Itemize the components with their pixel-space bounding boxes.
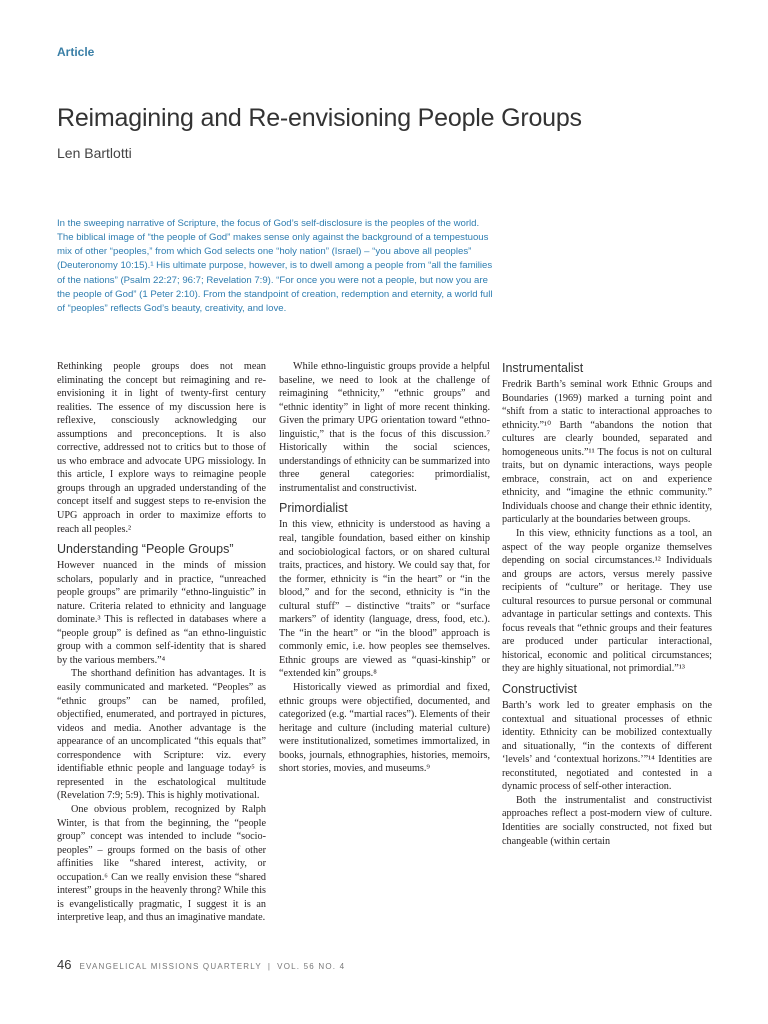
page-number: 46 <box>57 957 72 972</box>
article-author: Len Bartlotti <box>57 145 132 161</box>
body-column-2 <box>279 360 490 776</box>
paragraph-primordialist-2: Historically viewed as primordial and fixed, ethnic groups were objectified, documented, and categorized (e.g. “martial races”). Elements of their heritage and culture (including material culture) were institutionalized, sometimes immortalized, in books, journals, ethnographies, histories, memoirs, short stories, movies, and museums.⁹ <box>279 682 490 775</box>
body-column-1 <box>57 360 266 925</box>
body-column-3 <box>502 360 712 848</box>
page-footer <box>57 957 345 972</box>
paragraph-understanding-1: However nuanced in the minds of mission scholars, popularly and in practice, “unreached people groups” are primarily “ethno-linguistic” in nature. Criteria related to ethnicity and language dominate.³ This is reflected in databases where a “people group” is defined as “an ethno-linguistic group with a common self-identity that is shared by the various members.”⁴ <box>57 560 266 666</box>
heading-primordialist: Primordialist <box>279 501 348 516</box>
paragraph-understanding-4: While ethno-linguistic groups provide a helpful baseline, we need to look at the challenge of reimagining “ethnicity,” “ethnic groups” and “ethnic identity” in light of more recent thinking. Given the primary UPG orientation toward “ethno-linguistic,” that is the focus of this discussion.⁷ Historically within the social sciences, understandings of ethnicity can be summarized into three general categories: primordialist, instrumentalist and constructivist. <box>279 361 490 494</box>
paragraph-constructivist-2: Both the instrumentalist and constructivist approaches reflect a post-modern view of culture. Identities are socially constructed, not fixed but changeable (within certain <box>502 794 712 847</box>
journal-name: EVANGELICAL MISSIONS QUARTERLY <box>79 962 262 971</box>
heading-instrumentalist: Instrumentalist <box>502 361 584 375</box>
article-kicker: Article <box>57 45 95 59</box>
article-abstract: In the sweeping narrative of Scripture, the focus of God’s self-disclosure is the peoples of the world. The biblical image of “the people of God” makes sense only against the background of a tempestuous mix of other “peoples,” from which God selects one “holy nation” (Israel) – “you above all peoples” (Deuteronomy 10:15).¹ His ultimate purpose, however, is to dwell among a people from “all the families of the nations” (Psalm 22:27; 96:7; Revelation 7:9). “For once you were not a people, but now you are the people of God” (1 Peter 2:10). From the standpoint of creation, redemption and eternity, a world full of “peoples” reflects God’s beauty, creativity, and love. <box>57 218 493 314</box>
paragraph-instrumentalist-1: Fredrik Barth’s seminal work Ethnic Groups and Boundaries (1969) marked a turning point and “shift from a static to interactional approaches to ethnicity.”¹⁰ Barth “abandons the notion that cultures are clearly bounded, separated and homogeneous units.”¹¹ The focus is not on cultural traits, but on dynamic interactions, ways people embrace, constrain, act on and experience ethnicity, and “imagine the ethnic community.” Individuals choose and change their ethnic identity, particularly at the boundaries between groups. <box>502 379 712 526</box>
paragraph-primordialist-1: In this view, ethnicity is understood as having a real, tangible foundation, based either on kinship and sociobiological factors, or on shared cultural traits, practices, and history. We could say that, for the former, ethnicity is “in the heart” or “in the blood,” and for the second, ethnicity is “in the cultural stuff” – distinctive “traits” or “surface markers” of identity (language, dress, food, etc.). The “in the heart” or “in the blood” approach is commonly emic, i.e. how peoples see themselves. Ethnic groups are viewed as “quasi-kinship” or “extended kin” groups.⁸ <box>279 519 490 680</box>
footer-separator: | <box>267 962 272 971</box>
paragraph-constructivist-1: Barth’s work led to greater emphasis on the contextual and situational processes of ethnic identity. Ethnicity can be mobilized contextually and situationally, “in the contexts of different ‘levels’ and ‘contextual horizons.’”¹⁴ Identities are reconstituted, negotiated and contested in a dynamic process of self-other interaction. <box>502 700 712 793</box>
article-title: Reimagining and Re-envisioning People Groups <box>57 104 582 132</box>
heading-understanding-people-groups: Understanding “People Groups” <box>57 542 234 557</box>
journal-volume: VOL. 56 NO. 4 <box>277 962 346 971</box>
heading-constructivist: Constructivist <box>502 682 578 697</box>
paragraph-intro: Rethinking people groups does not mean eliminating the concept but reimagining and re-envisioning it in light of twenty-first century realities. The essence of my discussion here is reflexive, consciously acknowledging our assumptions and preconceptions. It is also corrective, addressed not to critics but to those of us who embrace and advocate UPG missiology. In this article, I explore ways to reimagine people groups through an upgraded understanding of the concept itself and suggest steps to re-envision the UPG approach in order to maximize efforts to reach all peoples.² <box>57 361 266 535</box>
paragraph-instrumentalist-2: In this view, ethnicity functions as a tool, an aspect of the way people organize themselves depending on social circumstances.¹² Individuals and groups are actors, versus merely passive recipients of “culture” or heritage. They use cultural resources to pursue personal or communal advantage in particular settings and contexts. This focus reveals that “ethnic groups and their features are produced under particular interactional, historical, economic and political circumstances; they are highly situational, not primordial.”¹³ <box>502 528 712 675</box>
paragraph-understanding-2: The shorthand definition has advantages. It is easily communicated and marketed. “Peoples” as “ethnic groups” can be named, profiled, objectified, enumerated, and portrayed in pictures, videos and media. Another advantage is the appearance of an uncomplicated “this equals that” correspondence with Scripture: viz. every identifiable ethnic people and language today⁵ is represented in the eschatological multitude (Revelation 7:9; 5:9). This is highly motivational. <box>57 668 266 802</box>
paragraph-understanding-3: One obvious problem, recognized by Ralph Winter, is that from the beginning, the “people group” concept was intended to include “socio-peoples” – groups formed on the basis of other affinities like “shared interest, activity, or occupation.⁶ Can we really envision these “shared interest” groups in the heavenly throng? While this is evangelistically pragmatic, I suggest it is an interpretive leap, and thus an imaginative mandate. <box>57 803 266 924</box>
